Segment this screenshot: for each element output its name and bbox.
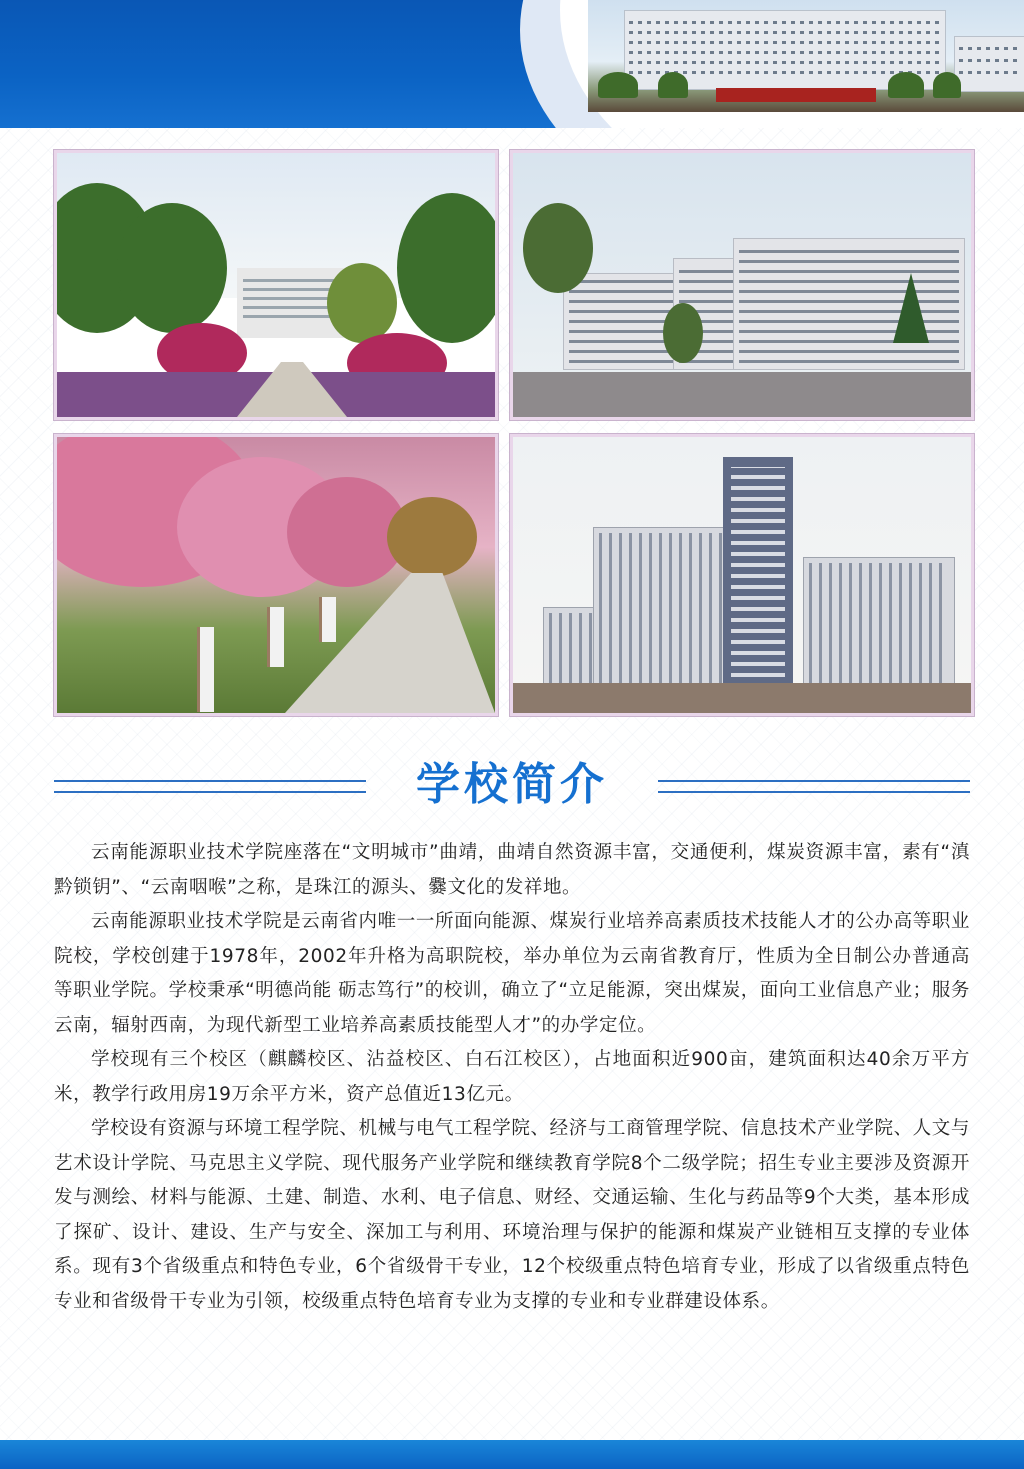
photo-campus-garden xyxy=(54,150,498,420)
paragraph: 云南能源职业技术学院是云南省内唯一一所面向能源、煤炭行业培养高素质技术技能人才的公办高等职业院校，学校创建于1978年，2002年升格为高职院校，举办单位为云南省教育厅，性质为全日制公办普通高等职业学院。学校秉承“明德尚能 砺志笃行”的校训，确立了“立足能源，突出煤炭，面向工业信息产业；服务云南，辐射西南，为现代新型工业培养高素质技能型人才”的办学定位。 xyxy=(54,911,970,1036)
photo-dormitory-towers xyxy=(510,434,974,716)
intro-text xyxy=(54,836,970,1319)
photo-blossom-avenue xyxy=(54,434,498,716)
heading-rule-left xyxy=(54,780,366,793)
paragraph: 云南能源职业技术学院座落在“文明城市”曲靖，曲靖自然资源丰富，交通便利，煤炭资源丰富，素有“滇黔锁钥”、“云南咽喉”之称，是珠江的源头、爨文化的发祥地。 xyxy=(54,842,970,898)
section-title: 学校简介 xyxy=(416,759,608,810)
section-heading xyxy=(54,756,970,816)
footer-band xyxy=(0,1440,1024,1469)
heading-rule-right xyxy=(658,780,970,793)
campus-gate-sign xyxy=(716,88,876,102)
paragraph: 学校现有三个校区（麒麟校区、沾益校区、白石江校区），占地面积近900亩，建筑面积达40余万平方米，教学行政用房19万余平方米，资产总值近13亿元。 xyxy=(54,1049,970,1105)
header-campus-photo xyxy=(588,0,1024,112)
header-band xyxy=(0,0,1024,128)
paragraph: 学校设有资源与环境工程学院、机械与电气工程学院、经济与工商管理学院、信息技术产业学院、人文与艺术设计学院、马克思主义学院、现代服务产业学院和继续教育学院8个二级学院；招生专业主要涉及资源开发与测绘、材料与能源、土建、制造、水利、电子信息、财经、交通运输、生化与药品等9个大类，基本形成了探矿、设计、建设、生产与安全、深加工与利用、环境治理与保护的能源和煤炭产业链相互支撑的专业体系。现有3个省级重点和特色专业，6个省级骨干专业，12个校级重点特色培育专业，形成了以省级重点特色专业和省级骨干专业为引领，校级重点特色培育专业为支撑的专业和专业群建设体系。 xyxy=(54,1118,970,1312)
photo-teaching-buildings xyxy=(510,150,974,420)
